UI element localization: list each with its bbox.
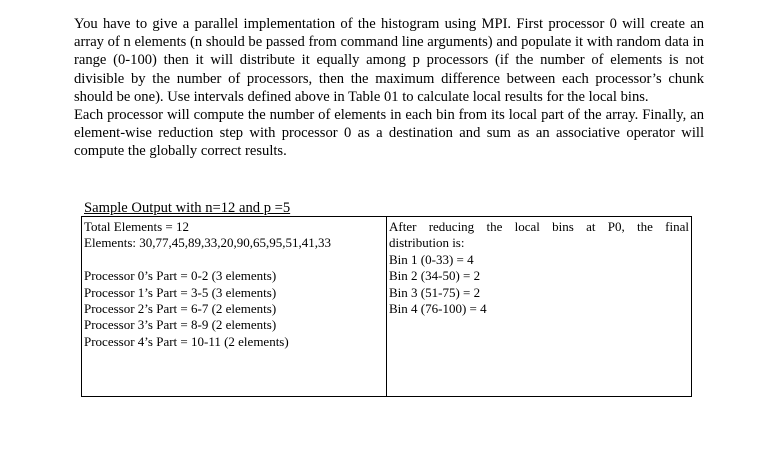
bin-result-line: Bin 4 (76-100) = 4 xyxy=(389,301,487,317)
blank-line xyxy=(84,252,386,268)
bin-result-line: Bin 1 (0-33) = 4 xyxy=(389,251,474,267)
description-paragraph-1: You have to give a parallel implementation of the histogram using MPI. First processor 0 will create an array of n elements (n should be passed from command line arguments) and populate it with random data in range (0-100) then it will distribute it equally among p processors (if the number of elements is not divisible by the number of processors, then the maximum difference between each processor’s chunk should be one). Use intervals defined above in Table 01 to calculate local results for the local bins. xyxy=(74,16,704,105)
description-text xyxy=(74,15,704,161)
result-intro-line-2: distribution is: xyxy=(389,235,465,251)
processor-part-line: Processor 4’s Part = 10-11 (2 elements) xyxy=(84,333,289,349)
processor-part-line: Processor 3’s Part = 8-9 (2 elements) xyxy=(84,317,277,333)
result-intro-line-1: After reducing the local bins at P0, the final xyxy=(389,219,689,234)
sample-output-table xyxy=(81,216,692,397)
processor-part-line: Processor 2’s Part = 6-7 (2 elements) xyxy=(84,301,277,317)
bin-result-line: Bin 2 (34-50) = 2 xyxy=(389,268,481,284)
description-paragraph-2: Each processor will compute the number of elements in each bin from its local part of the array. Finally, an element-wise reduction step with processor 0 as a destination and sum as an associative operator will compute the globally correct results. xyxy=(74,107,704,160)
total-elements-line: Total Elements = 12 xyxy=(84,219,189,234)
bin-result-line: Bin 3 (51-75) = 2 xyxy=(389,284,481,300)
sample-input-cell xyxy=(82,217,387,396)
elements-line: Elements: 30,77,45,89,33,20,90,65,95,51,41,33 xyxy=(84,235,331,251)
processor-part-line: Processor 1’s Part = 3-5 (3 elements) xyxy=(84,284,277,300)
sample-output-title: Sample Output with n=12 and p =5 xyxy=(84,200,291,216)
processor-part-line: Processor 0’s Part = 0-2 (3 elements) xyxy=(84,268,277,284)
sample-result-cell xyxy=(387,217,691,396)
